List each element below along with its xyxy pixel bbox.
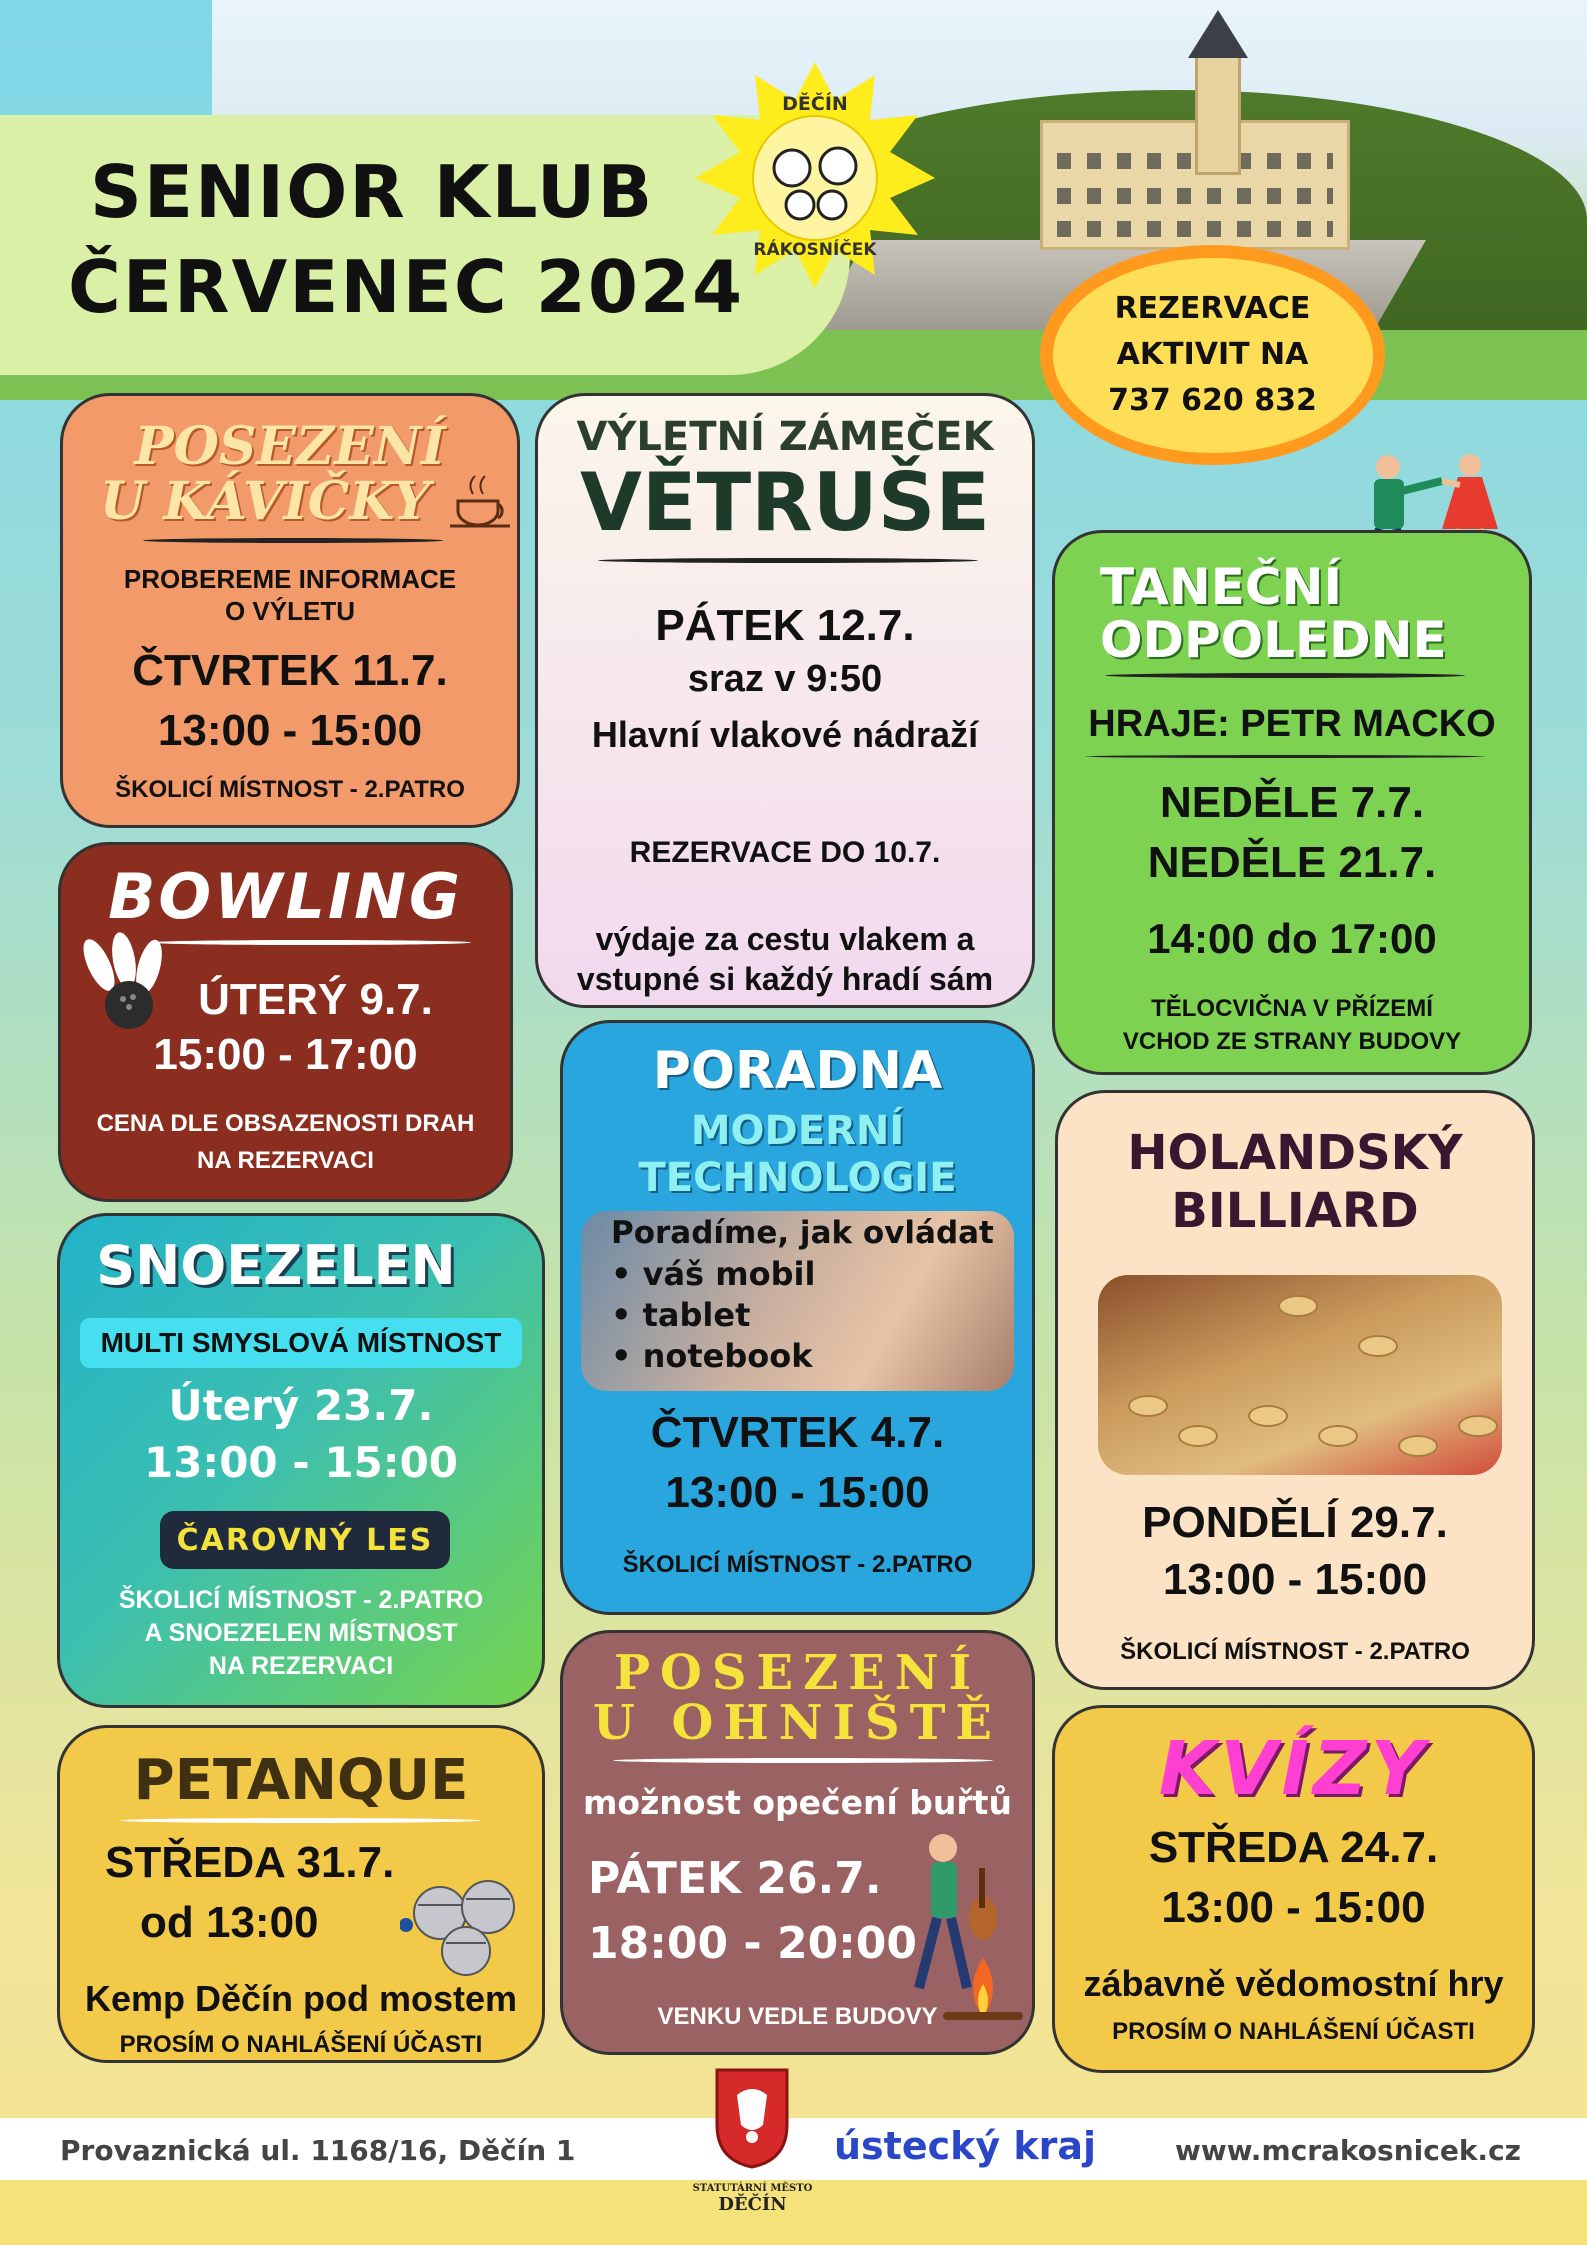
card-time: 15:00 - 17:00: [153, 1030, 418, 1079]
card-kavicka: [60, 393, 520, 828]
page-subtitle: ČERVENEC 2024: [68, 245, 745, 329]
card-title: SNOEZELEN: [96, 1234, 456, 1297]
footer-city-small: STATUTÁRNÍ MĚSTO: [692, 2183, 813, 2194]
card-day: PÁTEK 12.7.: [655, 601, 915, 650]
card-info: PROBEREME INFORMACE: [123, 564, 457, 594]
card-time: 13:00 - 15:00: [157, 706, 423, 755]
card-time: 13:00 - 15:00: [1162, 1555, 1428, 1604]
divider-swash: [598, 558, 978, 563]
card-poradna: [560, 1020, 1035, 1615]
reservation-phone[interactable]: 737 620 832: [1108, 383, 1317, 418]
card-title: HOLANDSKÝ: [1127, 1125, 1463, 1181]
card-day: ÚTERÝ 9.7.: [198, 975, 433, 1024]
petanque-balls-icon: [400, 1873, 520, 1978]
card-time: 13:00 - 15:00: [143, 1438, 459, 1487]
card-title-2: U KÁVIČKY: [99, 471, 431, 532]
card-day: Úterý 23.7.: [168, 1381, 434, 1430]
card-title: POSEZENÍ: [134, 416, 446, 477]
card-tanecni: [1052, 530, 1532, 1075]
room-pill: MULTI SMYSLOVÁ MÍSTNOST: [80, 1318, 522, 1368]
divider-swash: [143, 538, 443, 543]
card-note-2: NA REZERVACI: [197, 1147, 374, 1174]
card-place: ŠKOLICÍ MÍSTNOST - 2.PATRO: [115, 776, 465, 803]
billiard-photo: [1098, 1275, 1502, 1475]
card-snoezelen: [57, 1213, 545, 1708]
card-title: PORADNA: [652, 1041, 943, 1101]
card-place-2: VCHOD ZE STRANY BUDOVY: [1122, 1028, 1462, 1055]
card-title-2: BILLIARD: [1171, 1183, 1419, 1239]
card-place: VENKU VEDLE BUDOVY: [657, 2003, 938, 2030]
card-band: HRAJE: PETR MACKO: [1088, 703, 1496, 745]
card-day: STŘEDA 31.7.: [105, 1838, 395, 1887]
card-time: 13:00 - 15:00: [1161, 1883, 1426, 1932]
card-day: STŘEDA 24.7.: [1148, 1823, 1439, 1872]
rakosnicek-logo: [690, 60, 940, 290]
card-petanque: [57, 1725, 545, 2063]
footer-address: Provaznická ul. 1168/16, Děčín 1: [60, 2134, 576, 2167]
card-time: 13:00 - 15:00: [665, 1468, 930, 1517]
card-place: TĚLOCVIČNA V PŘÍZEMÍ: [1151, 995, 1433, 1022]
photo-line-2: • váš mobil: [611, 1255, 816, 1293]
card-place: ŠKOLICÍ MÍSTNOST - 2.PATRO: [118, 1586, 484, 1614]
card-day: NEDĚLE 7.7.: [1159, 778, 1425, 827]
card-meet: sraz v 9:50: [687, 658, 883, 700]
card-day: PÁTEK 26.7.: [588, 1853, 882, 1904]
card-title: VÝLETNÍ ZÁMEČEK: [576, 414, 994, 460]
card-day: ČTVRTEK 11.7.: [132, 646, 448, 695]
castle-spire: [1188, 10, 1248, 58]
card-day: ČTVRTEK 4.7.: [650, 1408, 945, 1457]
card-billiard: [1055, 1090, 1535, 1690]
card-place-3: NA REZERVACI: [208, 1652, 394, 1680]
footer-city-name: DĚČÍN: [718, 2194, 787, 2215]
card-place: ŠKOLICÍ MÍSTNOST - 2.PATRO: [622, 1551, 973, 1578]
card-day: PONDĚLÍ 29.7.: [1142, 1498, 1448, 1547]
photo-line: Poradíme, jak ovládat: [611, 1215, 994, 1251]
card-title-2: VĚTRUŠE: [580, 456, 990, 549]
footer-website[interactable]: www.mcrakosnicek.cz: [1175, 2134, 1521, 2167]
card-desc: zábavně vědomostní hry: [1083, 1963, 1504, 2004]
castle-tower: [1195, 55, 1241, 175]
card-note: možnost opečení buřtů: [583, 1783, 1012, 1822]
card-time: 18:00 - 20:00: [588, 1918, 918, 1969]
divider-swash: [120, 1818, 480, 1823]
card-subtitle-2: TECHNOLOGIE: [638, 1155, 957, 1201]
logo-text-top: DĚČÍN: [782, 93, 848, 115]
card-place: Kemp Děčín pod mostem: [84, 1978, 518, 2019]
card-station: Hlavní vlakové nádraží: [591, 714, 979, 755]
divider-swash-2: [1085, 755, 1485, 758]
divider-swash: [613, 1758, 993, 1763]
card-title: TANEČNÍ: [1100, 558, 1343, 616]
reservation-badge: [1040, 245, 1385, 465]
card-time: 14:00 do 17:00: [1147, 915, 1437, 962]
page-title: SENIOR KLUB: [90, 150, 655, 234]
card-title-2: ODPOLEDNE: [1100, 611, 1447, 669]
card-place: ŠKOLICÍ MÍSTNOST - 2.PATRO: [1120, 1638, 1470, 1665]
card-costs-2: vstupné si každý hradí sám: [576, 961, 994, 997]
card-note: PROSÍM O NAHLÁŠENÍ ÚČASTI: [1112, 2018, 1475, 2045]
child-face-icon: [774, 150, 810, 186]
card-reservation: REZERVACE DO 10.7.: [629, 836, 941, 869]
card-info-2: O VÝLETU: [224, 596, 355, 626]
logo-text-bottom: RÁKOSNÍČEK: [753, 240, 877, 260]
card-kvizy: [1052, 1705, 1535, 2073]
photo-line-3: • tablet: [611, 1296, 751, 1334]
card-title: PETANQUE: [133, 1748, 469, 1813]
photo-line-4: • notebook: [611, 1337, 813, 1375]
card-title-2: U OHNIŠTĚ: [592, 1695, 1003, 1751]
tag-pill: ČAROVNÝ LES: [160, 1511, 450, 1569]
card-note: CENA DLE OBSAZENOSTI DRAH: [96, 1110, 475, 1137]
card-subtitle: MODERNÍ: [690, 1108, 905, 1154]
campfire-guitar-icon: [903, 1828, 1033, 2028]
phone-photo: [581, 1211, 1014, 1391]
region-logo: ústecký kraj: [834, 2124, 1097, 2168]
reservation-line-1: REZERVACE: [1114, 291, 1311, 326]
divider-swash: [1105, 673, 1465, 678]
footer-city: [660, 2183, 845, 2215]
card-day-2: NEDĚLE 21.7.: [1147, 838, 1437, 887]
card-vetruse: [535, 393, 1035, 1008]
card-note: PROSÍM O NAHLÁŠENÍ ÚČASTI: [119, 2031, 483, 2058]
card-title: KVÍZY: [1158, 1726, 1429, 1812]
card-bowling: [58, 842, 513, 1202]
card-time: od 13:00: [140, 1898, 319, 1947]
card-title: BOWLING: [108, 860, 463, 933]
coffee-cup-icon: [448, 466, 518, 536]
card-title: POSEZENÍ: [613, 1645, 982, 1701]
reservation-line-2: AKTIVIT NA: [1116, 337, 1309, 372]
card-place-2: A SNOEZELEN MÍSTNOST: [144, 1619, 458, 1647]
card-costs: výdaje za cestu vlakem a: [595, 921, 975, 957]
decin-crest-icon: [712, 2065, 792, 2170]
divider-swash: [151, 940, 471, 945]
card-ohniste: [560, 1630, 1035, 2055]
